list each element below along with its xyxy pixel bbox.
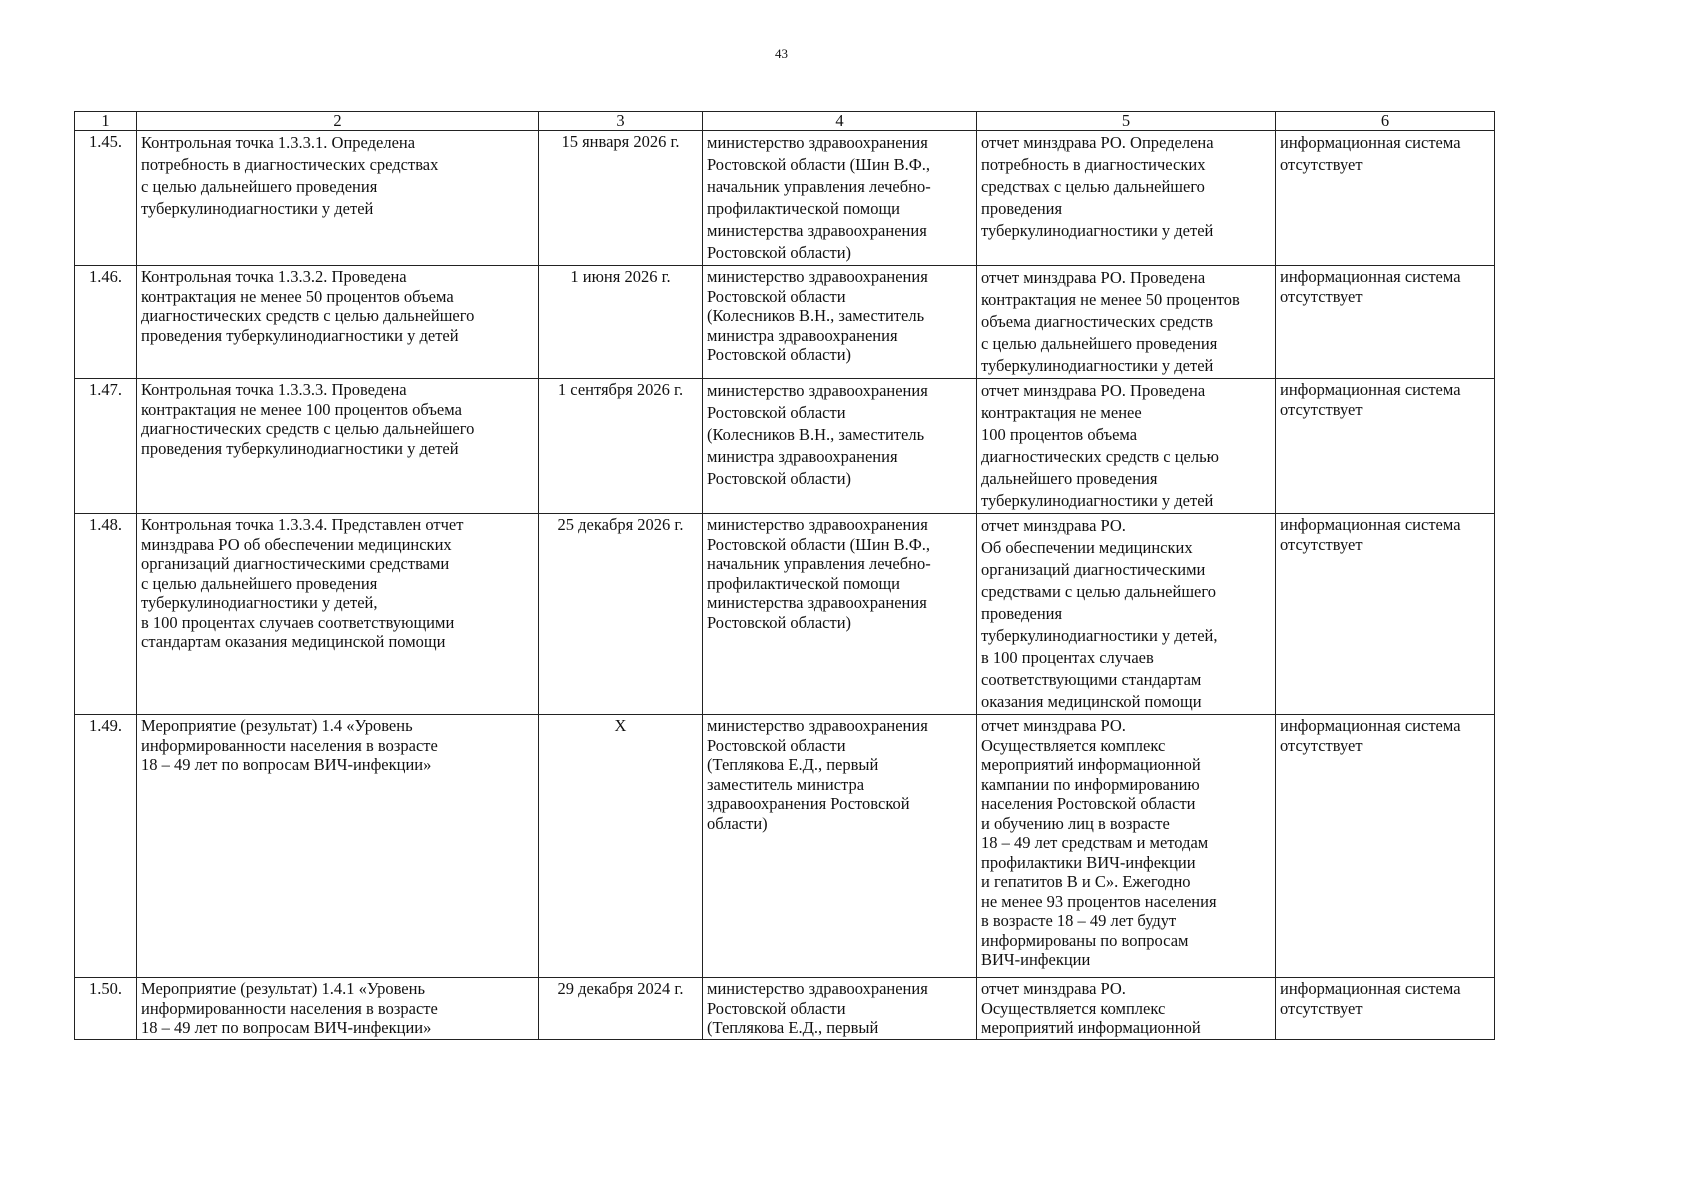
deadline-date: 1 сентября 2026 г.	[539, 379, 703, 514]
event-name: Контрольная точка 1.3.3.1. Определена потребность в диагностических средствах с целью дальнейшего проведения туберкулинодиагностики у детей	[137, 131, 539, 266]
confirming-document: отчет минздрава РО. Осуществляется комплекс мероприятий информационной	[977, 978, 1276, 1040]
deadline-date: 15 января 2026 г.	[539, 131, 703, 266]
confirming-document: отчет минздрава РО. Проведена контрактация не менее 100 процентов объема диагностических средств с целью дальнейшего проведения туберкулинодиагностики у детей	[977, 379, 1276, 514]
information-system: информационная система отсутствует	[1276, 514, 1495, 715]
page-number: 43	[775, 46, 788, 61]
plan-table	[74, 111, 1495, 1040]
confirming-document: отчет минздрава РО. Осуществляется комплекс мероприятий информационной кампании по информированию населения Ростовской области и обучению лиц в возрасте 18 – 49 лет средствам и методам профилактики ВИЧ-инфекции и гепатитов В и С». Ежегодно не менее 93 процентов населения в возрасте 18 – 49 лет будут информированы по вопросам ВИЧ-инфекции	[977, 715, 1276, 978]
row-number: 1.49.	[75, 715, 137, 978]
header-col-5: 5	[977, 112, 1276, 131]
header-col-4: 4	[703, 112, 977, 131]
header-row	[75, 112, 1495, 131]
responsible-executor: министерство здравоохранения Ростовской области (Теплякова Е.Д., первый	[703, 978, 977, 1040]
confirming-document: отчет минздрава РО. Об обеспечении медицинских организаций диагностическими средствами с целью дальнейшего проведения туберкулинодиагностики у детей, в 100 процентах случаев соответствующими стандартам оказания медицинской помощи	[977, 514, 1276, 715]
confirming-document: отчет минздрава РО. Определена потребность в диагностических средствах с целью дальнейшего проведения туберкулинодиагностики у детей	[977, 131, 1276, 266]
row-number: 1.50.	[75, 978, 137, 1040]
event-name: Контрольная точка 1.3.3.2. Проведена контрактация не менее 50 процентов объема диагностических средств с целью дальнейшего проведения туберкулинодиагностики у детей	[137, 266, 539, 379]
header-col-1: 1	[75, 112, 137, 131]
event-name: Мероприятие (результат) 1.4.1 «Уровень информированности населения в возрасте 18 – 49 лет по вопросам ВИЧ-инфекции»	[137, 978, 539, 1040]
deadline-date: 1 июня 2026 г.	[539, 266, 703, 379]
table-row	[75, 514, 1495, 715]
information-system: информационная система отсутствует	[1276, 379, 1495, 514]
table-row	[75, 266, 1495, 379]
information-system: информационная система отсутствует	[1276, 266, 1495, 379]
table-row	[75, 379, 1495, 514]
information-system: информационная система отсутствует	[1276, 131, 1495, 266]
table-row	[75, 978, 1495, 1040]
responsible-executor: министерство здравоохранения Ростовской области (Шин В.Ф., начальник управления лечебно- профилактической помощи министерства здравоохранения Ростовской области)	[703, 514, 977, 715]
table-row	[75, 715, 1495, 978]
deadline-date: 25 декабря 2026 г.	[539, 514, 703, 715]
responsible-executor: министерство здравоохранения Ростовской области (Теплякова Е.Д., первый заместитель министра здравоохранения Ростовской области)	[703, 715, 977, 978]
row-number: 1.48.	[75, 514, 137, 715]
event-name: Контрольная точка 1.3.3.3. Проведена контрактация не менее 100 процентов объема диагностических средств с целью дальнейшего проведения туберкулинодиагностики у детей	[137, 379, 539, 514]
header-col-2: 2	[137, 112, 539, 131]
deadline-date: 29 декабря 2024 г.	[539, 978, 703, 1040]
deadline-date: X	[539, 715, 703, 978]
responsible-executor: министерство здравоохранения Ростовской области (Колесников В.Н., заместитель министра здравоохранения Ростовской области)	[703, 379, 977, 514]
information-system: информационная система отсутствует	[1276, 978, 1495, 1040]
row-number: 1.47.	[75, 379, 137, 514]
table-row	[75, 131, 1495, 266]
information-system: информационная система отсутствует	[1276, 715, 1495, 978]
event-name: Контрольная точка 1.3.3.4. Представлен отчет минздрава РО об обеспечении медицинских организаций диагностическими средствами с целью дальнейшего проведения туберкулинодиагностики у детей, в 100 процентах случаев соответствующими стандартам оказания медицинской помощи	[137, 514, 539, 715]
event-name: Мероприятие (результат) 1.4 «Уровень информированности населения в возрасте 18 – 49 лет по вопросам ВИЧ-инфекции»	[137, 715, 539, 978]
header-col-6: 6	[1276, 112, 1495, 131]
confirming-document: отчет минздрава РО. Проведена контрактация не менее 50 процентов объема диагностических средств с целью дальнейшего проведения туберкулинодиагностики у детей	[977, 266, 1276, 379]
row-number: 1.46.	[75, 266, 137, 379]
responsible-executor: министерство здравоохранения Ростовской области (Колесников В.Н., заместитель министра здравоохранения Ростовской области)	[703, 266, 977, 379]
responsible-executor: министерство здравоохранения Ростовской области (Шин В.Ф., начальник управления лечебно- профилактической помощи министерства здравоохранения Ростовской области)	[703, 131, 977, 266]
row-number: 1.45.	[75, 131, 137, 266]
header-col-3: 3	[539, 112, 703, 131]
